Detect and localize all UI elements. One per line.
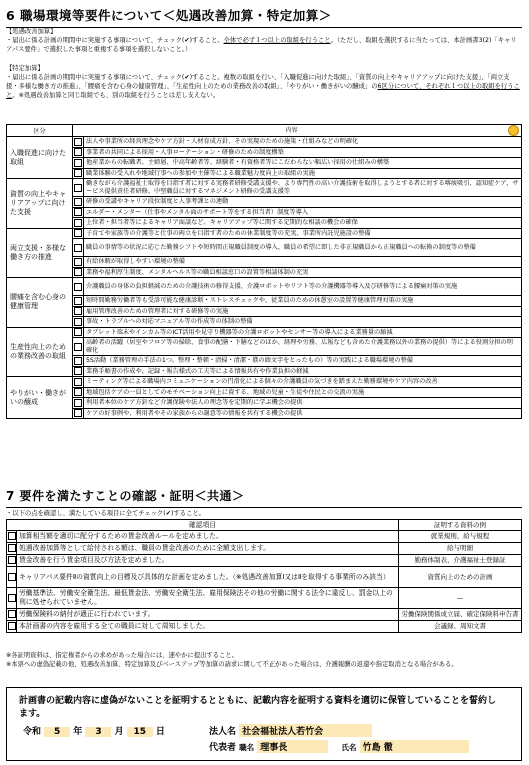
evidence-doc: —	[399, 588, 522, 609]
checkbox-cell[interactable]	[73, 296, 84, 307]
table-row	[7, 356, 522, 367]
checkbox-icon[interactable]	[74, 258, 82, 266]
requirement-item: 他産業からの転職者、主婦層、中高年齢者等、経験者・有資格者等にこだわらない幅広い採用の仕組みの構築	[84, 158, 522, 169]
table-row	[7, 278, 522, 296]
checkbox-cell[interactable]	[73, 408, 84, 419]
table-row	[7, 207, 522, 218]
name-field[interactable]: 竹島 徹	[360, 740, 469, 753]
table-row	[7, 137, 522, 148]
confirmation-table	[6, 519, 522, 633]
confirmation-row	[7, 567, 522, 588]
sub-heading-kaizen: 【処遇改善加算】	[6, 28, 57, 35]
category-cell: 生産性向上のための業務改善の取組	[7, 327, 73, 377]
section7-title: 7 要件を満たすことの確認・証明＜共通＞	[6, 487, 522, 508]
name-label: 氏名	[341, 743, 357, 752]
checkbox-icon[interactable]	[74, 307, 82, 315]
note-text: 。※処遇改善加算と同じ取組でも、別の取組を行うことは差し支えない。	[12, 92, 220, 99]
requirement-item: タブレット端末やインカム等のICT活用や見守り機器等の介護ロボットやセンサー等の導入による業務量の縮減	[84, 327, 522, 338]
note-text: ・届出に係る計画の期間中に実施する事項について、チェック(✔)すること。	[6, 37, 224, 44]
date-era: 令和	[23, 727, 42, 737]
sub-heading-tokutei: 【特定加算】	[6, 65, 44, 72]
table-row	[7, 327, 522, 338]
checkbox-icon[interactable]	[8, 544, 16, 552]
date-day-unit: 日	[155, 727, 165, 737]
col-header-item: 確認項目	[7, 520, 399, 531]
checkbox-icon[interactable]	[74, 219, 82, 227]
checkbox-icon[interactable]	[74, 343, 82, 351]
checkbox-icon[interactable]	[74, 159, 82, 167]
requirement-item: 業務手順書の作成や、記録・報告様式の工夫等による情報共有や作業負担の軽減	[84, 366, 522, 377]
checkbox-cell[interactable]	[7, 588, 17, 609]
table-row	[7, 147, 522, 158]
requirement-item: 有給休暇が取得しやすい環境の整備	[84, 257, 522, 268]
corp-label: 法人名	[209, 727, 237, 737]
checkbox-icon[interactable]	[74, 409, 82, 417]
confirmation-item: 賃金改善を行う賃金項目及び方法を定めました。	[17, 555, 399, 567]
checkbox-cell[interactable]	[73, 207, 84, 218]
table-row	[7, 317, 522, 328]
table-row	[7, 387, 522, 398]
confirmation-row	[7, 588, 522, 609]
date-line	[23, 724, 165, 737]
requirement-item: 高齢者の活躍（居室やフロア等の掃除、食事の配膳・下膳などのほか、経理や労務、広報なども含めた介護業務以外の業務の提供）等による役割分担の明確化	[84, 338, 522, 356]
table-row	[7, 377, 522, 388]
checkbox-cell[interactable]	[73, 366, 84, 377]
confirmation-row	[7, 555, 522, 567]
checkbox-icon[interactable]	[74, 378, 82, 386]
date-year-unit: 年	[73, 727, 83, 737]
table-row	[7, 168, 522, 179]
requirement-item: 職員の事情等の状況に応じた勤務シフトや短時間正規職員制度の導入、職員の希望に即した非正規職員から正規職員への転換の制度等の整備	[84, 239, 522, 257]
requirement-item: 5S活動（業務管理の手法の1つ。整理・整頓・清掃・清潔・躾の頭文字をとったもの）等の実践による職場環境の整備	[84, 356, 522, 367]
checkbox-cell[interactable]	[73, 197, 84, 208]
evidence-doc: 就業規則、給与規程	[399, 531, 522, 543]
checkbox-cell[interactable]	[73, 317, 84, 328]
requirement-item: 地域包括ケアの一員としてのモチベーション向上に資する、地域の児童・生徒や住民との交流の実施	[84, 387, 522, 398]
checkbox-icon[interactable]	[8, 573, 16, 581]
marker-circle-icon	[508, 125, 519, 136]
category-cell: 資質の向上やキャリアアップに向けた支援	[7, 179, 73, 229]
table-row	[7, 197, 522, 208]
checkbox-cell[interactable]	[73, 158, 84, 169]
requirement-item: エルダー・メンター（仕事やメンタル面のサポート等をする担当者）制度等導入	[84, 207, 522, 218]
checkbox-icon[interactable]	[74, 229, 82, 237]
table-row	[7, 398, 522, 409]
requirement-item: 子育てや家族等の介護等と仕事の両立を目指す者のための休業制度等の充実、事業所内託児施設の整備	[84, 228, 522, 239]
note-underline: 6区分について、それぞれ１つ以上の取組を行うこと	[6, 83, 520, 99]
confirmation-item: 処遇改善加算等として給付される額は、職員の賃金改善のために全額支出します。	[17, 543, 399, 555]
confirmation-item: 本計画書の内容を雇用する全ての職員に対して周知しました。	[17, 621, 399, 633]
title-label: 職名	[239, 743, 255, 752]
date-day[interactable]: 15	[127, 727, 153, 737]
date-month-unit: 月	[114, 727, 124, 737]
checkbox-icon[interactable]	[74, 198, 82, 206]
checkbox-cell[interactable]	[73, 228, 84, 239]
confirmation-row	[7, 621, 522, 633]
corp-line	[209, 724, 372, 737]
confirmation-item: 加算相当額を適切に配分するための賃金改善ルールを定めました。	[17, 531, 399, 543]
checkbox-icon[interactable]	[74, 399, 82, 407]
table-row	[7, 267, 522, 278]
checkbox-cell[interactable]	[73, 147, 84, 158]
checkbox-icon[interactable]	[8, 594, 16, 602]
table-row	[7, 218, 522, 229]
section7-note: ・以下の点を確認し、満たしている項目に全てチェック(✔)すること。	[6, 510, 205, 517]
confirmation-item: キャリアパス要件Ⅱの資質向上の目標及び具体的な計画を定めました。（※処遇改善加算Ⅰ又はⅡを取得する事業所のみ該当）	[17, 567, 399, 588]
table-row	[7, 158, 522, 169]
requirement-item: 研修の受講やキャリア段位制度と人事考課との連動	[84, 197, 522, 208]
col-header-content	[73, 125, 522, 137]
checkbox-cell[interactable]	[73, 278, 84, 296]
note-text: 。（ただし、取組を選択するに当たっては、本計画書3(2)「キャリアパス要件」で選択した事項と重複する事項を選択しないこと。）	[6, 37, 517, 53]
checkbox-icon[interactable]	[74, 169, 82, 177]
checkbox-icon[interactable]	[74, 367, 82, 375]
table-row	[7, 306, 522, 317]
requirement-item: 短時間勤務労働者等も受診可能な健康診断・ストレスチェックや、従業員のための休憩室の設置等健康管理対策の実施	[84, 296, 522, 307]
footnote-2: ※本票への虚偽記載の他、処遇改善加算、特定加算及びベースアップ等加算の請求に関して不正があった場合は、介護報酬の返還や指定取消となる場合がある。	[6, 661, 458, 668]
checkbox-cell[interactable]	[73, 327, 84, 338]
table-row	[7, 239, 522, 257]
requirement-item: ケアの好事例や、利用者やその家族からの謝意等の情報を共有する機会の提供	[84, 408, 522, 419]
checkbox-icon[interactable]	[74, 297, 82, 305]
table-row	[7, 296, 522, 307]
table-row	[7, 408, 522, 419]
checkbox-cell[interactable]	[73, 137, 84, 148]
category-cell: やりがい・働きがいの醸成	[7, 377, 73, 419]
category-cell: 入職促進に向けた取組	[7, 137, 73, 179]
rep-label: 代表者	[209, 743, 237, 753]
checkbox-icon[interactable]	[74, 328, 82, 336]
date-year[interactable]: 5	[44, 727, 70, 737]
section6-note-tokutei	[6, 64, 522, 100]
checkbox-cell[interactable]	[73, 356, 84, 367]
checkbox-icon[interactable]	[74, 388, 82, 396]
note-underline: 全体で必ず１つ以上の取組を行うこと	[223, 37, 331, 44]
table-row	[7, 179, 522, 197]
checkbox-cell[interactable]	[73, 179, 84, 197]
rep-line	[209, 740, 469, 753]
confirmation-item: 労働保険料の納付が適正に行われています。	[17, 609, 399, 621]
requirement-item: 事業者の共同による採用・人事ローテーション・研修のための制度構築	[84, 147, 522, 158]
title-field[interactable]: 理事長	[257, 740, 328, 753]
category-cell: 腰痛を含む心身の健康管理	[7, 278, 73, 328]
checkbox-cell[interactable]	[73, 267, 84, 278]
checkbox-icon[interactable]	[8, 532, 16, 540]
checkbox-icon[interactable]	[8, 610, 16, 618]
col-header-content-label: 内容	[285, 127, 298, 134]
table-row	[7, 228, 522, 239]
table-row	[7, 338, 522, 356]
checkbox-cell[interactable]	[73, 387, 84, 398]
requirement-item: 雇用管理改善のための管理者に対する研修等の実施	[84, 306, 522, 317]
footnotes	[6, 651, 522, 669]
evidence-doc: 労働保険関係成立届、確定保険料申告書	[399, 609, 522, 621]
checkbox-icon[interactable]	[74, 268, 82, 276]
checkbox-cell[interactable]	[73, 377, 84, 388]
col-header-doc: 証明する資料の例	[399, 520, 522, 531]
requirement-item: ミーティング等による職場内コミュニケーションの円滑化による個々の介護職員の気づきを踏まえた勤務環境やケア内容の改善	[84, 377, 522, 388]
requirement-item: 上位者・担当者等によるキャリア面談など、キャリアアップ等に関する定期的な相談の機会の確保	[84, 218, 522, 229]
checkbox-cell[interactable]	[7, 555, 17, 567]
confirmation-row	[7, 531, 522, 543]
section6-note-kaizen	[6, 27, 522, 54]
checkbox-icon[interactable]	[8, 556, 16, 564]
requirement-item: 職業体験の受入れや地域行事への参加や主催等による職業魅力度向上の取組の実施	[84, 168, 522, 179]
section6-title: 6 職場環境等要件について＜処遇改善加算・特定加算＞	[6, 6, 522, 28]
checkbox-cell[interactable]	[73, 257, 84, 268]
checkbox-cell[interactable]	[73, 239, 84, 257]
checkbox-cell[interactable]	[73, 398, 84, 409]
confirmation-row	[7, 543, 522, 555]
evidence-doc: 給与明細	[399, 543, 522, 555]
table-row	[7, 366, 522, 377]
requirement-item: 働きながら介護福祉士取得を目指す者に対する実務者研修受講支援や、より専門性の高い介護技術を取得しようとする者に対する喀痰吸引、認知症ケア、サービス提供責任者研修、中堅職員に対するマネジメント研修の受講支援等	[84, 179, 522, 197]
evidence-doc: 勤務体制表、介護福祉士登録証	[399, 555, 522, 567]
category-cell: 両立支援・多様な働き方の推進	[7, 228, 73, 278]
note-text: ・届出に係る計画の期間中に実施する事項について、チェック(✔)すること。複数の取組を行い、「入職促進に向けた取組」、「資質の向上やキャリアアップに向けた支援」、「両立支援・多様な働き方の推進」、「腰痛を含む心身の健康管理」、「生産性向上のための業務改善の取組」、「やりがい・働きがいの醸成」の	[6, 74, 510, 90]
checkbox-cell[interactable]	[7, 531, 17, 543]
checkbox-icon[interactable]	[74, 244, 82, 252]
checkbox-icon[interactable]	[74, 148, 82, 156]
checkbox-cell[interactable]	[7, 543, 17, 555]
checkbox-cell[interactable]	[73, 218, 84, 229]
checkbox-cell[interactable]	[73, 168, 84, 179]
checkbox-icon[interactable]	[8, 622, 16, 630]
checkbox-icon[interactable]	[74, 357, 82, 365]
checkbox-icon[interactable]	[74, 318, 82, 326]
checkbox-icon[interactable]	[74, 283, 82, 291]
checkbox-cell[interactable]	[7, 609, 17, 621]
declaration-text: 計画書の記載内容に虚偽がないことを証明するとともに、記載内容を証明する資料を適切に保管していることを誓約します。	[19, 696, 497, 719]
evidence-doc: 会議録、周知文書	[399, 621, 522, 633]
col-header-category: 区分	[7, 125, 73, 137]
checkbox-cell[interactable]	[7, 621, 17, 633]
requirement-item: 法人や事業所の経営理念やケア方針・人材育成方針、その実現のための施策・仕組みなどの明確化	[84, 137, 522, 148]
table-row	[7, 257, 522, 268]
checkbox-icon[interactable]	[74, 184, 82, 192]
corp-name-field[interactable]: 社会福祉法人若竹会	[239, 724, 372, 737]
footnote-1: ※各証明資料は、指定権者からの求めがあった場合には、速やかに提出すること。	[6, 652, 238, 659]
requirement-item: 業務や福利厚生制度、メンタルヘルス等の職員相談窓口の設置等相談体制の充実	[84, 267, 522, 278]
confirmation-row	[7, 609, 522, 621]
confirmation-item: 労働基準法、労働安全衛生法、最低賃金法、労働安全衛生法、雇用保険法その他の労働に関する法令に違反し、罰金以上の刑に処せられていません。	[17, 588, 399, 609]
requirement-item: 事故・トラブルへの対応マニュアル等の作成等の体制の整備	[84, 317, 522, 328]
workplace-requirements-table	[6, 124, 522, 419]
checkbox-cell[interactable]	[73, 338, 84, 356]
checkbox-icon[interactable]	[74, 208, 82, 216]
requirement-item: 介護職員の身体の負担軽減のための介護技術の修得支援、介護ロボットやリフト等の介護機器等導入及び研修等による腰痛対策の実施	[84, 278, 522, 296]
checkbox-cell[interactable]	[73, 306, 84, 317]
checkbox-icon[interactable]	[74, 138, 82, 146]
requirement-item: 利用者本位のケア方針など介護保険や法人の理念等を定期的に学ぶ機会の提供	[84, 398, 522, 409]
declaration-box	[6, 687, 522, 761]
evidence-doc: 資質向上のための計画	[399, 567, 522, 588]
checkbox-cell[interactable]	[7, 567, 17, 588]
date-month[interactable]: 3	[85, 727, 111, 737]
